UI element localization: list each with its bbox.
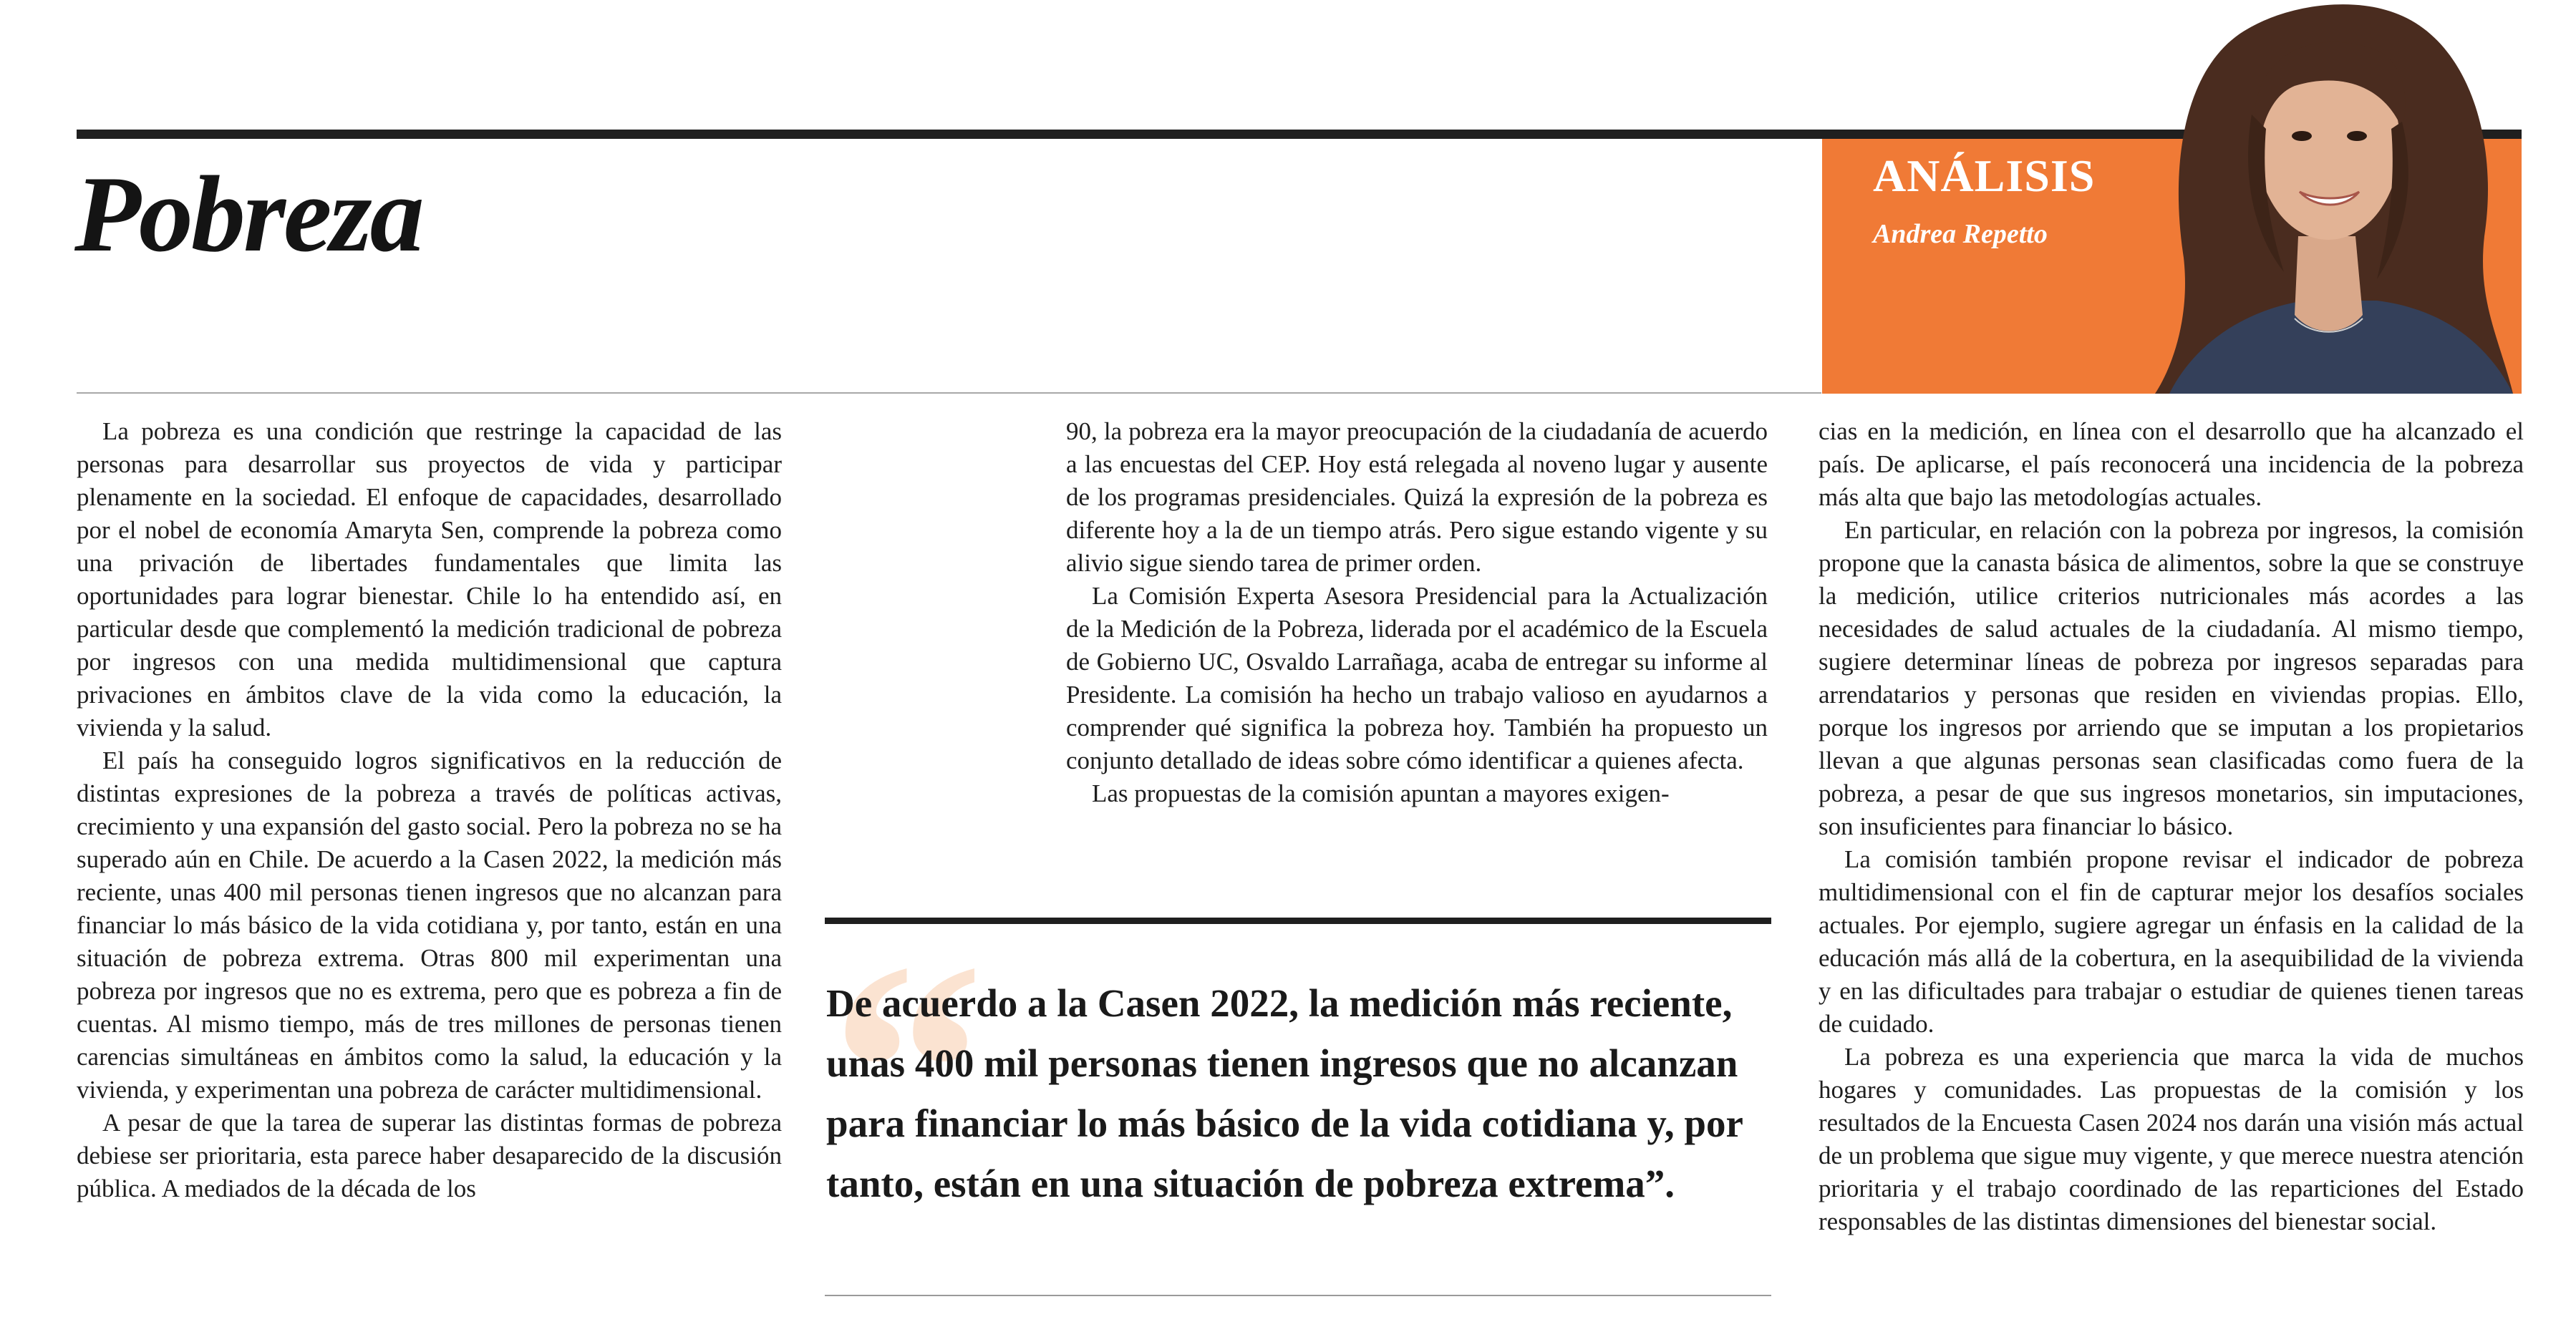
paragraph: 90, la pobreza era la mayor preocupación de la ciudadanía de acuerdo a las encuestas del CEP. Hoy está relegada al noveno lugar y ausente de los programas presidenciales. Quizá la expresión de la pobreza es diferente hoy a la de un tiempo atrás. Pero sigue estando vigente y su alivio sigue siendo tarea de primer orden.	[1066, 417, 1768, 577]
headline: Pobreza	[74, 154, 422, 274]
pull-quote: De acuerdo a la Casen 2022, la medición más reciente, unas 400 mil personas tienen ingresos que no alcanzan para financiar lo más básico de la vida cotidiana y, por tanto, están en una situación de pobreza extrema”.	[826, 981, 1743, 1205]
paragraph: La Comisión Experta Asesora Presidencial para la Actualización de la Medición de la Pobreza, liderada por el académico de la Escuela de Gobierno UC, Osvaldo Larrañaga, acaba de entregar su informe al Presidente. La comisión ha hecho un trabajo valioso en ayudarnos a comprender qué significa la pobreza hoy. También ha propuesto un conjunto detallado de ideas sobre cómo identificar a quienes afecta.	[1066, 582, 1768, 774]
quote-mark-icon: “	[831, 900, 984, 1240]
article-column-1	[77, 415, 782, 1205]
article-column-3	[1819, 415, 2524, 1238]
author-portrait	[2141, 0, 2522, 394]
paragraph: La pobreza es una condición que restringe la capacidad de las personas para desarrollar sus proyectos de vida y participar plenamente en la sociedad. El enfoque de capacidades, desarrollado por el nobel de economía Amaryta Sen, comprende la pobreza como una privación de libertades fundamentales que limita las oportunidades para lograr bienestar. Chile lo ha entendido así, en particular desde que complementó la medición tradicional de pobreza por ingresos con una medida multidimensional que captura privaciones en ámbitos clave de la vida como la educación, la vivienda y la salud.	[77, 417, 782, 741]
pull-quote-bottom-rule	[825, 1295, 1771, 1296]
article-column-2	[1066, 415, 1768, 810]
paragraph: El país ha conseguido logros significativos en la reducción de distintas expresiones de la pobreza a través de políticas activas, crecimiento y una expansión del gasto social. Pero la pobreza no se ha superado aún en Chile. De acuerdo a la Casen 2022, la medición más reciente, unas 400 mil personas tienen ingresos que no alcanzan para financiar lo más básico de la vida cotidiana y, por tanto, están en una situación de pobreza extrema. Otras 800 mil experimentan una pobreza por ingresos que no es extrema, pero que es pobreza a fin de cuentas. Al mismo tiempo, más de tres millones de personas tienen carencias simultáneas en ámbitos como la salud, la educación y la vivienda, y experimentan una pobreza de carácter multidimensional.	[77, 747, 782, 1104]
paragraph: Las propuestas de la comisión apuntan a mayores exigen-	[1092, 779, 1670, 807]
paragraph: A pesar de que la tarea de superar las distintas formas de pobreza debiese ser prioritaria, esta parece haber desaparecido de la discusión pública. A mediados de la década de los	[77, 1109, 782, 1202]
paragraph: La comisión también propone revisar el indicador de pobreza multidimensional con el fin de capturar mejor los desafíos sociales actuales. Por ejemplo, sugiere agregar un énfasis en la calidad de la educación más allá de la cobertura, en la asequibilidad de la vivienda y en las dificultades para trabajar o estudiar de quienes tienen tareas de cuidado.	[1819, 845, 2524, 1038]
author-name: Andrea Repetto	[1873, 219, 2048, 249]
paragraph: cias en la medición, en línea con el desarrollo que ha alcanzado el país. De aplicarse, el país reconocerá una incidencia de la pobreza más alta que bajo las metodologías actuales.	[1819, 417, 2524, 511]
header-divider	[77, 392, 1821, 394]
section-label: ANÁLISIS	[1873, 150, 2096, 201]
paragraph: La pobreza es una experiencia que marca la vida de muchos hogares y comunidades. Las propuestas de la comisión y los resultados de la Encuesta Casen 2024 nos darán una visión más actual de un problema que sigue muy vigente, y que merece nuestra atención prioritaria y el trabajo coordinado de las reparticiones del Estado responsables de las distintas dimensiones del bienestar social.	[1819, 1043, 2524, 1235]
paragraph: En particular, en relación con la pobreza por ingresos, la comisión propone que la canasta básica de alimentos, sobre la que se construye la medición, utilice criterios nutricionales más acordes a las necesidades de salud actuales de la ciudadanía. Al mismo tiempo, sugiere determinar líneas de pobreza por ingresos separadas para arrendatarios y personas que residen en viviendas propias. Ello, porque los ingresos por arriendo que se imputan a los propietarios llevan a que algunas personas sean clasificadas como fuera de la pobreza, a pesar de que sus ingresos monetarios, sin imputaciones, son insuficientes para financiar lo básico.	[1819, 516, 2524, 840]
